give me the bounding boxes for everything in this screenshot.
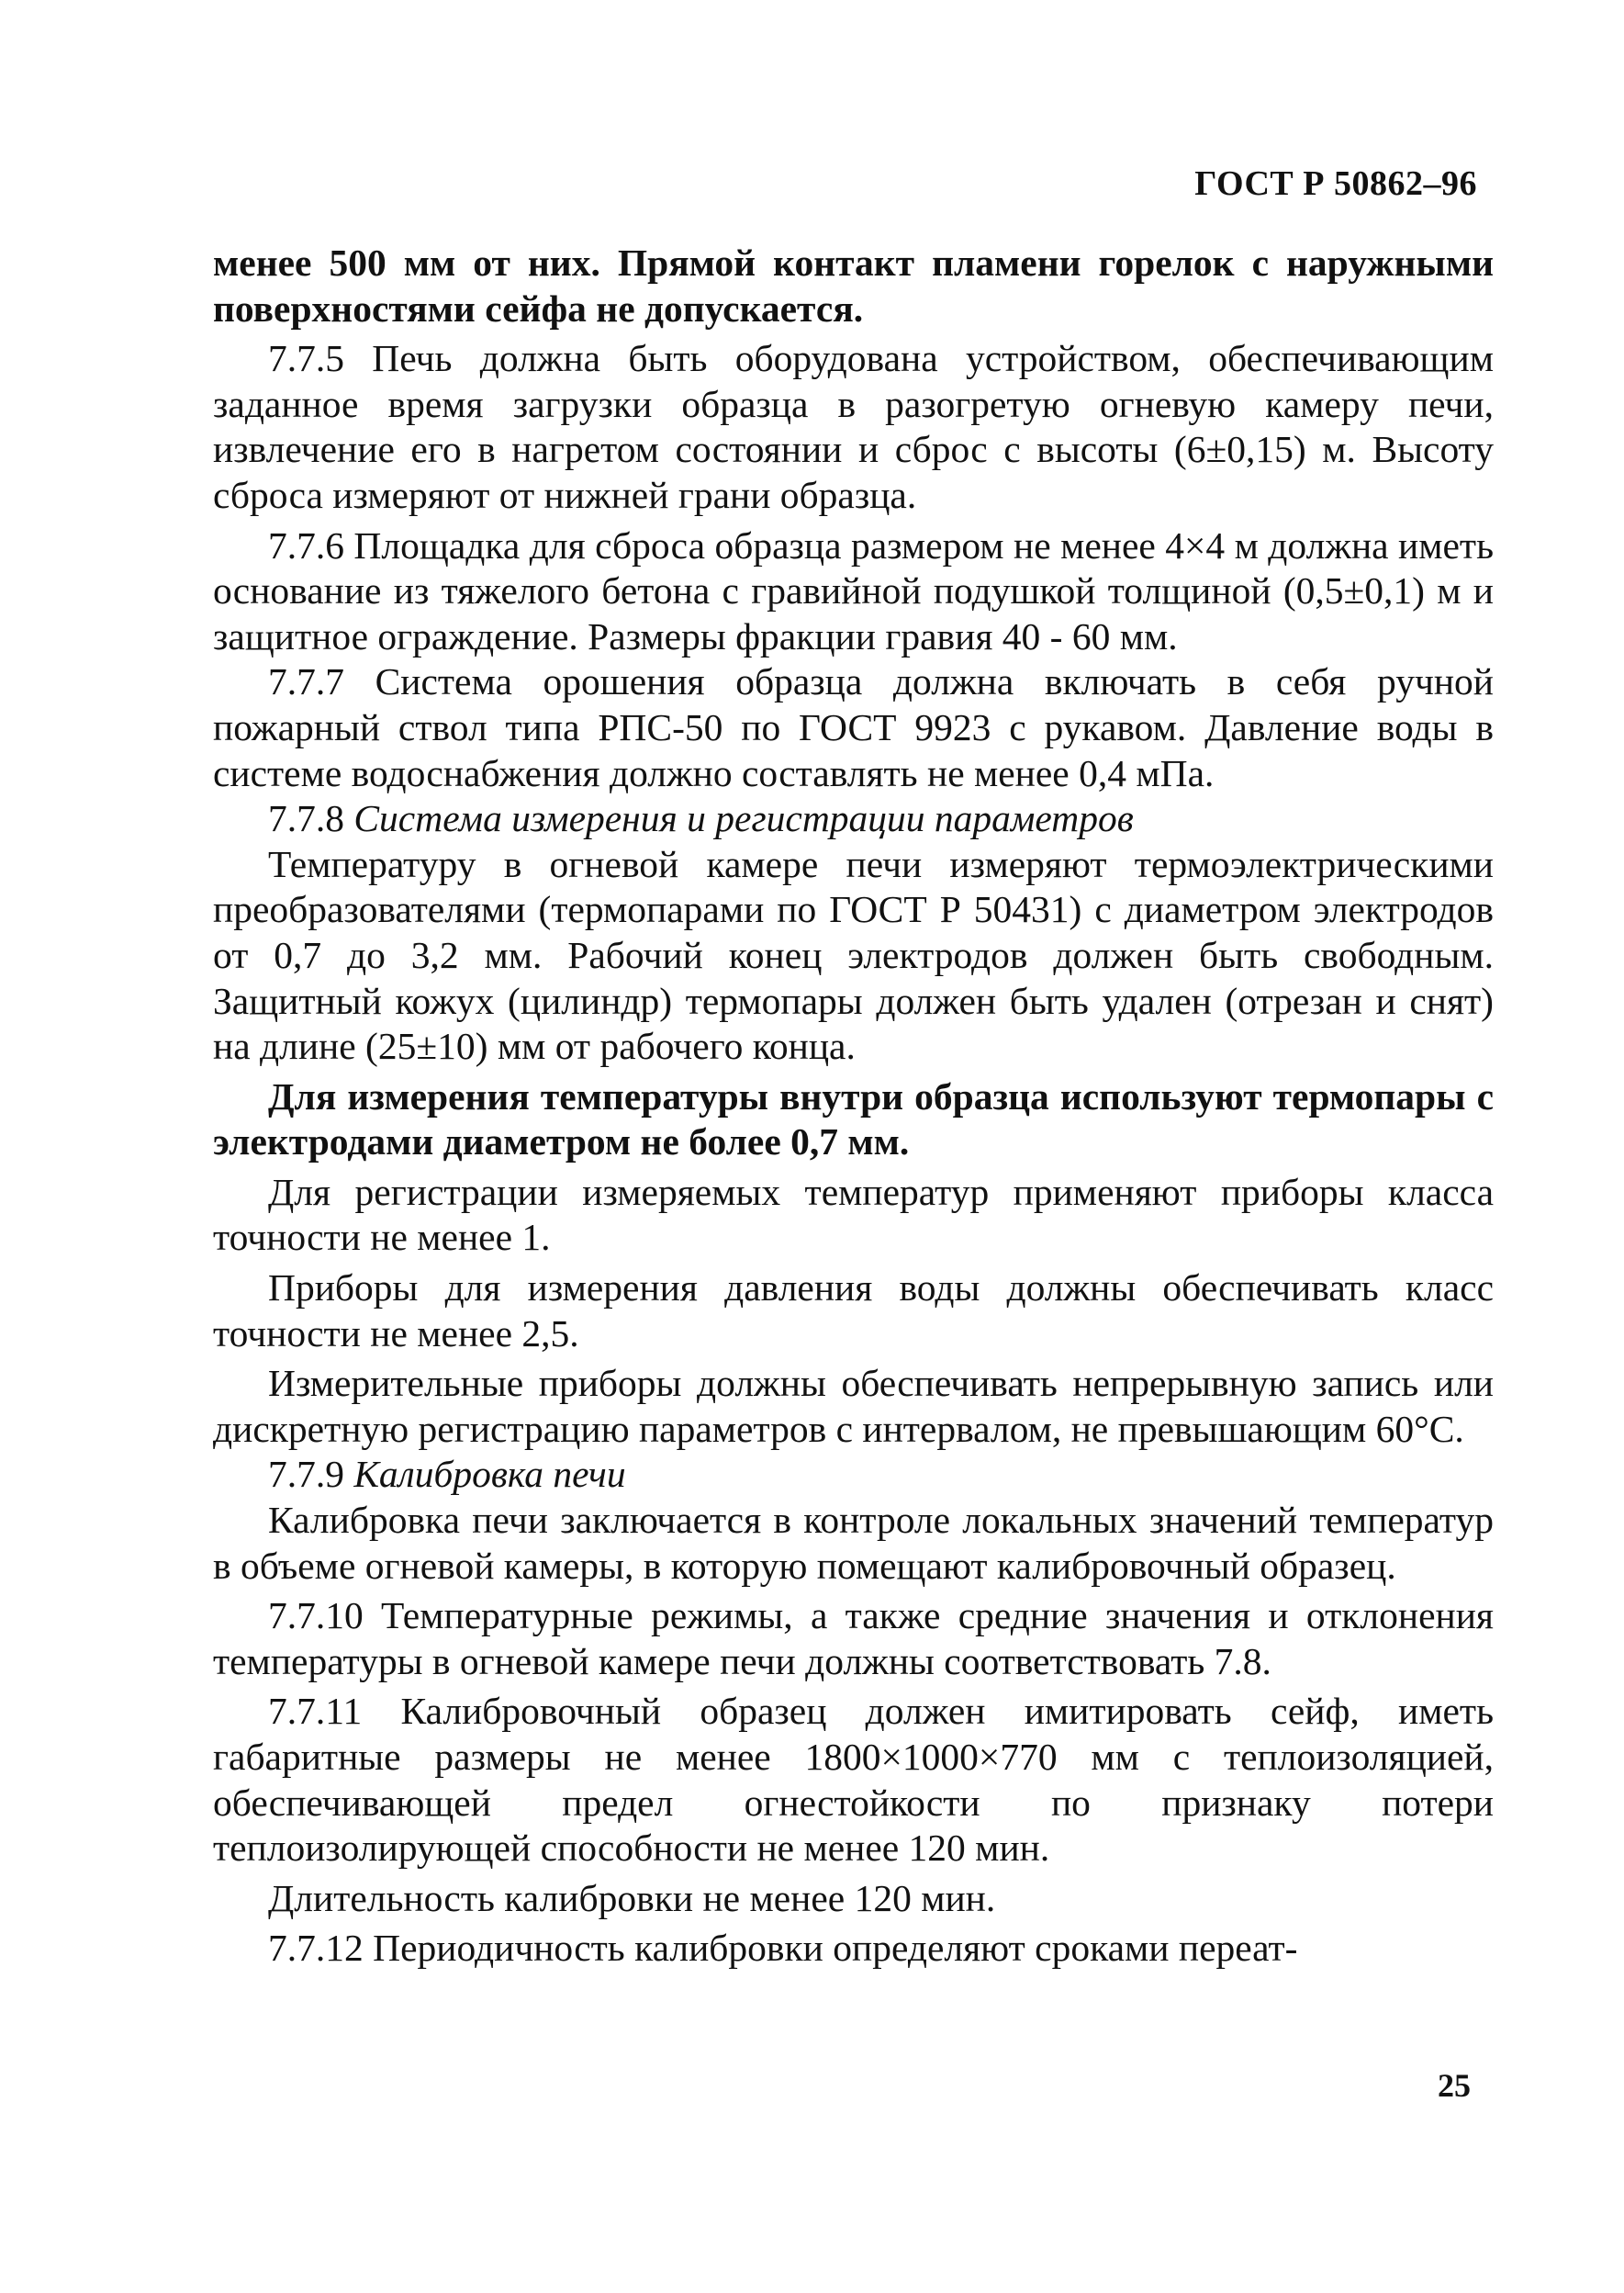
paragraph-7-7-5: 7.7.5 Печь должна быть оборудована устройством, обеспечивающим заданное время загрузки образца в разогретую огневую камеру печи, извлечение его в нагретом состоянии и сброс с высоты (6±0,15) м. Высоту сброса измеряют от нижней грани образца.: [213, 337, 1494, 516]
paragraph-7-7-11: 7.7.11 Калибровочный образец должен имитировать сейф, иметь габаритные размеры не менее 1800×1000×770 мм с теплоизоляцией, обеспечивающей предел огнестойкости по признаку потери теплоизолирующей способности не менее 120 мин.: [213, 1690, 1494, 1870]
document-body: [213, 241, 1494, 1972]
page-number: 25: [1438, 2067, 1471, 2104]
paragraph-7-7-6: 7.7.6 Площадка для сброса образца размером не менее 4×4 м должна иметь основание из тяжелого бетона с гравийной подушкой толщиной (0,5±0,1) м и защитное ограждение. Размеры фракции гравия 40 - 60 мм.: [213, 523, 1494, 658]
section-heading-7-7-8: [213, 796, 1494, 842]
paragraph-duration: Длительность калибровки не менее 120 мин.: [268, 1876, 996, 1919]
section-number: 7.7.8: [268, 797, 344, 840]
paragraph-continuation: менее 500 мм от них. Прямой контакт пламени горелок с наружными поверхностями сейфа не допускается.: [213, 242, 1494, 330]
section-title: Система измерения и регистрации параметров: [353, 797, 1134, 840]
paragraph-recording: Измерительные приборы должны обеспечивать непрерывную запись или дискретную регистрацию параметров с интервалом, не превышающим 60°С.: [213, 1362, 1494, 1450]
paragraph-internal-temperature: Для измерения температуры внутри образца используют термопары с электродами диаметром не более 0,7 мм.: [213, 1074, 1494, 1163]
paragraph-accuracy-class: Для регистрации измеряемых температур применяют приборы класса точности не менее 1.: [213, 1170, 1494, 1259]
standard-code-header: ГОСТ Р 50862–96: [1194, 164, 1477, 203]
section-number: 7.7.9: [268, 1453, 344, 1496]
paragraph-7-7-12: 7.7.12 Периодичность калибровки определяют сроками переат-: [268, 1927, 1298, 1970]
paragraph-pressure-devices: Приборы для измерения давления воды должны обеспечивать класс точности не менее 2,5.: [213, 1266, 1494, 1354]
paragraph-thermocouples: Температуру в огневой камере печи измеряют термоэлектрическими преобразователями (термопарами по ГОСТ Р 50431) с диаметром электродов от 0,7 до 3,2 мм. Рабочий конец электродов должен быть свободным. Защитный кожух (цилиндр) термопары должен быть удален (отрезан и снят) на длине (25±10) мм от рабочего конца.: [213, 842, 1494, 1068]
section-heading-7-7-9: [213, 1452, 1494, 1498]
section-title: Калибровка печи: [353, 1453, 626, 1496]
paragraph-calibration: Калибровка печи заключается в контроле локальных значений температур в объеме огневой камеры, в которую помещают калибровочный образец.: [213, 1499, 1494, 1587]
paragraph-7-7-10: 7.7.10 Температурные режимы, а также средние значения и отклонения температуры в огневой камере печи должны соответствовать 7.8.: [213, 1594, 1494, 1682]
paragraph-7-7-7: 7.7.7 Система орошения образца должна включать в себя ручной пожарный ствол типа РПС-50 по ГОСТ 9923 с рукавом. Давление воды в системе водоснабжения должно составлять не менее 0,4 мПа.: [213, 660, 1494, 794]
